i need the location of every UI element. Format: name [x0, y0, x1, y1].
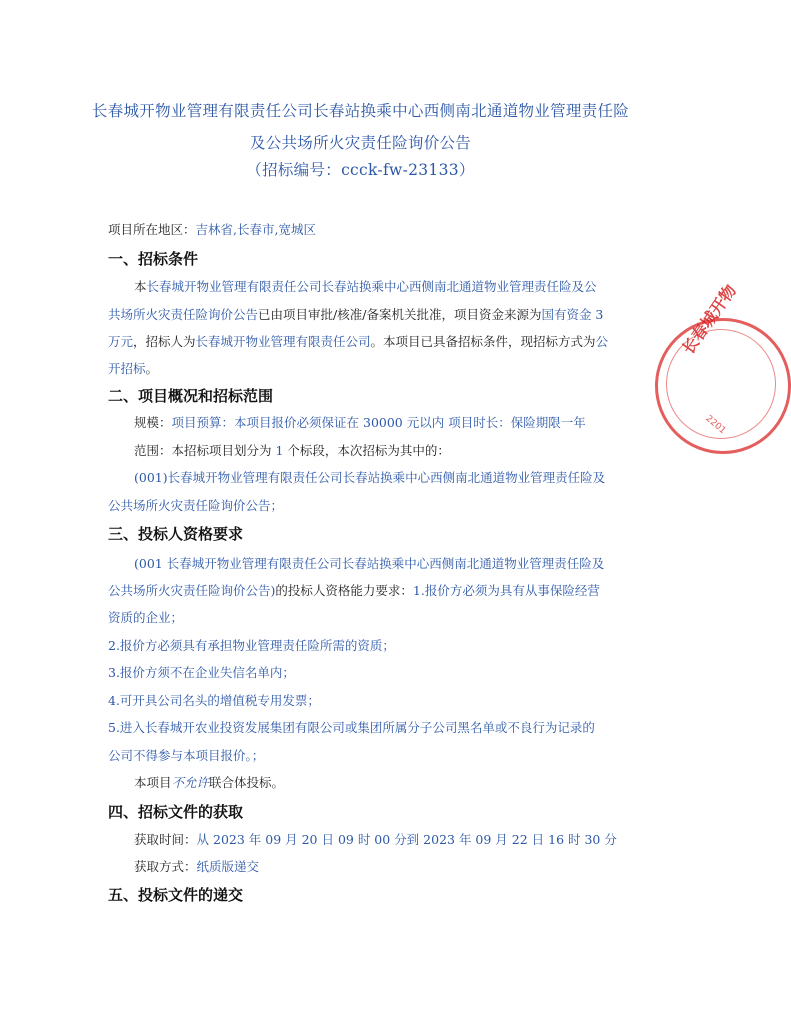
- project-location: [108, 221, 316, 239]
- fund-source: 国有资金 3: [541, 307, 604, 322]
- text: 已由项目审批/核准/备案机关批准，项目资金来源为: [258, 307, 542, 322]
- lot-count: 1: [275, 443, 284, 458]
- requirement-4: 4.可开具公司名头的增值税专用发票；: [108, 693, 320, 708]
- section-1-heading: 一、招标条件: [108, 250, 199, 268]
- section-1-paragraph-line-4: [108, 360, 158, 378]
- acquire-time-value: 从 2023 年 09 月 20 日 09 时 00 分到 2023 年 09 月 22 日 16 时 30 分: [196, 832, 617, 847]
- text: 。本项目已具备招标条件，现招标方式为: [370, 334, 596, 349]
- section-5-heading: 五、投标文件的递交: [108, 886, 244, 904]
- lot-line-2: 公共场所火灾责任险询价公告；: [108, 498, 284, 513]
- tender-method: 公: [595, 334, 609, 349]
- acquire-method-line: [134, 858, 259, 876]
- acquire-method-label: 获取方式：: [134, 859, 197, 874]
- lot-name: 公共场所火灾责任险询价公告): [108, 583, 276, 598]
- document-title-line-2: 及公共场所火灾责任险询价公告: [249, 134, 472, 152]
- section-3-heading: 三、投标人资格要求: [108, 525, 244, 543]
- project-name-cont: 共场所火灾责任险询价公告: [108, 307, 259, 322]
- scale-value: 项目预算：本项目报价必须保证在 30000 元以内 项目时长：保险期限一年: [171, 415, 586, 430]
- scope-line: [134, 442, 450, 460]
- acquire-time-line: [134, 831, 617, 849]
- scale-line: [134, 414, 586, 432]
- fund-unit: 万元: [108, 334, 134, 349]
- text: 范围：本招标项目划分为: [134, 443, 276, 458]
- seal-number: 2201: [703, 413, 728, 437]
- location-value: 吉林省,长春市,宽城区: [195, 222, 316, 237]
- text: 本: [134, 279, 147, 294]
- consortium-status: 不允许: [171, 775, 210, 790]
- requirement-2: 2.报价方必须具有承担物业管理责任险所需的资质；: [108, 638, 395, 653]
- requirement-5-line-2: 公司不得参与本项目报价。；: [108, 748, 265, 763]
- lot-line-1: (001)长春城开物业管理有限责任公司长春站换乘中心西侧南北通道物业管理责任险及: [134, 470, 606, 485]
- text: 个标段，本次招标为其中的：: [283, 443, 450, 458]
- consortium-line: [134, 774, 284, 792]
- acquire-method-value: 纸质版递交: [196, 859, 260, 874]
- document-title-line-1: 长春城开物业管理有限责任公司长春站换乘中心西侧南北通道物业管理责任险: [91, 102, 630, 120]
- section-1-paragraph-line-2: [108, 306, 603, 324]
- qualification-line-3: 资质的企业；: [108, 610, 184, 625]
- text: 的投标人资格能力要求：: [275, 583, 413, 598]
- section-1-paragraph-line-3: [108, 333, 608, 351]
- section-4-heading: 四、招标文件的获取: [108, 803, 244, 821]
- requirement-1: 1.报价方必须为具有从事保险经营: [412, 583, 600, 598]
- tenderer-name: 长春城开物业管理有限责任公司: [195, 334, 371, 349]
- project-name: 长春城开物业管理有限责任公司长春站换乘中心西侧南北通道物业管理责任险及公: [146, 279, 597, 294]
- text: 联合体投标。: [209, 775, 285, 790]
- tender-method-cont: 开招标: [108, 361, 146, 376]
- seal-text: 长春城开物: [678, 281, 740, 358]
- scale-label: 规模：: [134, 415, 172, 430]
- section-2-heading: 二、项目概况和招标范围: [108, 387, 274, 405]
- qualification-line-2: [108, 582, 600, 600]
- section-1-paragraph-line-1: [134, 278, 597, 296]
- text: 。: [145, 361, 159, 376]
- acquire-time-label: 获取时间：: [134, 832, 197, 847]
- location-label: 项目所在地区：: [108, 222, 196, 237]
- requirement-3: 3.报价方须不在企业失信名单内；: [108, 665, 295, 680]
- qualification-line-1: (001 长春城开物业管理有限责任公司长春站换乘中心西侧南北通道物业管理责任险及: [134, 556, 605, 571]
- tender-number: （招标编号：ccck-fw-23133）: [246, 161, 475, 179]
- text: ，招标人为: [133, 334, 196, 349]
- text: 本项目: [134, 775, 172, 790]
- requirement-5-line-1: 5.进入长春城开农业投资发展集团有限公司或集团所属分子公司黑名单或不良行为记录的: [108, 720, 595, 735]
